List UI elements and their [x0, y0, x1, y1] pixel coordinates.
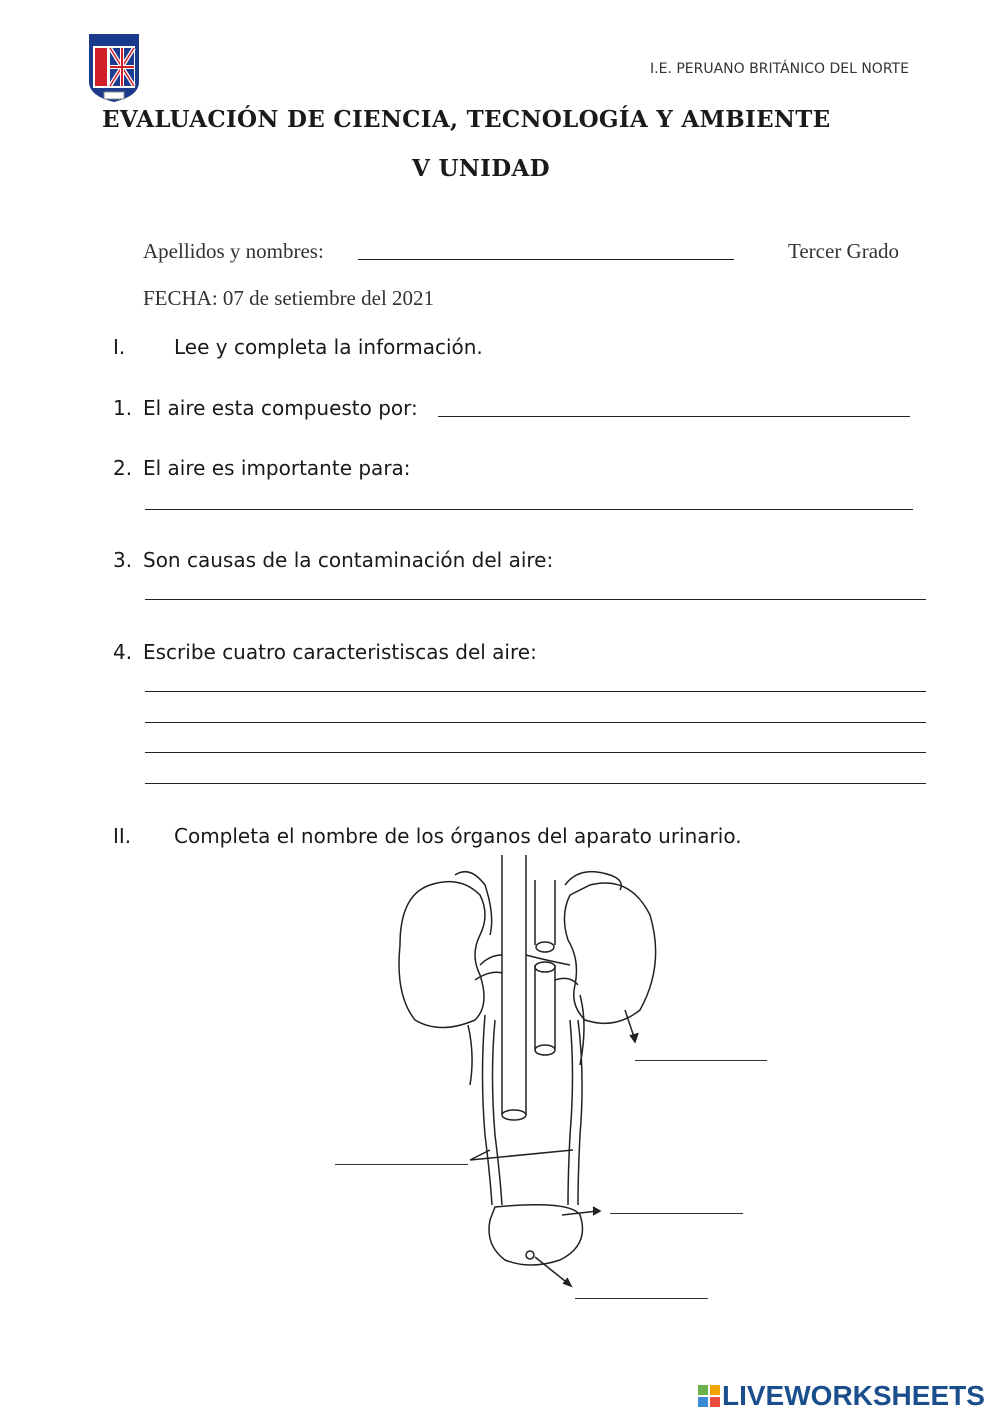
section2-number: II.	[113, 824, 132, 848]
name-input-line[interactable]	[358, 259, 734, 260]
q1-text: El aire esta compuesto por:	[143, 396, 418, 420]
q1-number: 1.	[113, 396, 133, 420]
urinary-system-diagram	[330, 845, 780, 1305]
section1-number: I.	[113, 335, 126, 359]
bladder-answer-line[interactable]	[610, 1213, 743, 1214]
q4-answer-line-2[interactable]	[145, 722, 926, 723]
grade-label: Tercer Grado	[788, 239, 900, 263]
liveworksheets-logo	[698, 1380, 985, 1412]
q4-answer-line-1[interactable]	[145, 691, 926, 692]
page-title: EVALUACIÓN DE CIENCIA, TECNOLOGÍA Y AMBIENTE	[102, 106, 831, 133]
urethra-answer-line[interactable]	[575, 1298, 708, 1299]
q3-number: 3.	[113, 548, 133, 572]
q3-text: Son causas de la contaminación del aire:	[143, 548, 554, 572]
school-name: I.E. PERUANO BRITÁNICO DEL NORTE	[650, 61, 909, 77]
q4-answer-line-4[interactable]	[145, 783, 926, 784]
q2-number: 2.	[113, 456, 133, 480]
q2-text: El aire es importante para:	[143, 456, 411, 480]
kidney-answer-line[interactable]	[635, 1060, 767, 1061]
q3-answer-line[interactable]	[145, 599, 926, 600]
q4-answer-line-3[interactable]	[145, 752, 926, 753]
q4-text: Escribe cuatro caracteristiscas del aire:	[143, 640, 537, 664]
live-blocks-icon	[698, 1385, 720, 1407]
q1-answer-line[interactable]	[438, 416, 910, 417]
section1-title: Lee y completa la información.	[174, 335, 483, 359]
name-label: Apellidos y nombres:	[143, 239, 324, 263]
date-label: FECHA: 07 de setiembre del 2021	[143, 286, 435, 310]
page-subtitle: V UNIDAD	[412, 155, 550, 182]
school-logo	[86, 32, 142, 104]
liveworksheets-brand: LIVEWORKSHEETS	[722, 1380, 985, 1411]
ureter-answer-line[interactable]	[335, 1164, 468, 1165]
q2-answer-line[interactable]	[145, 509, 913, 510]
q4-number: 4.	[113, 640, 133, 664]
section2-title: Completa el nombre de los órganos del aparato urinario.	[174, 824, 742, 848]
